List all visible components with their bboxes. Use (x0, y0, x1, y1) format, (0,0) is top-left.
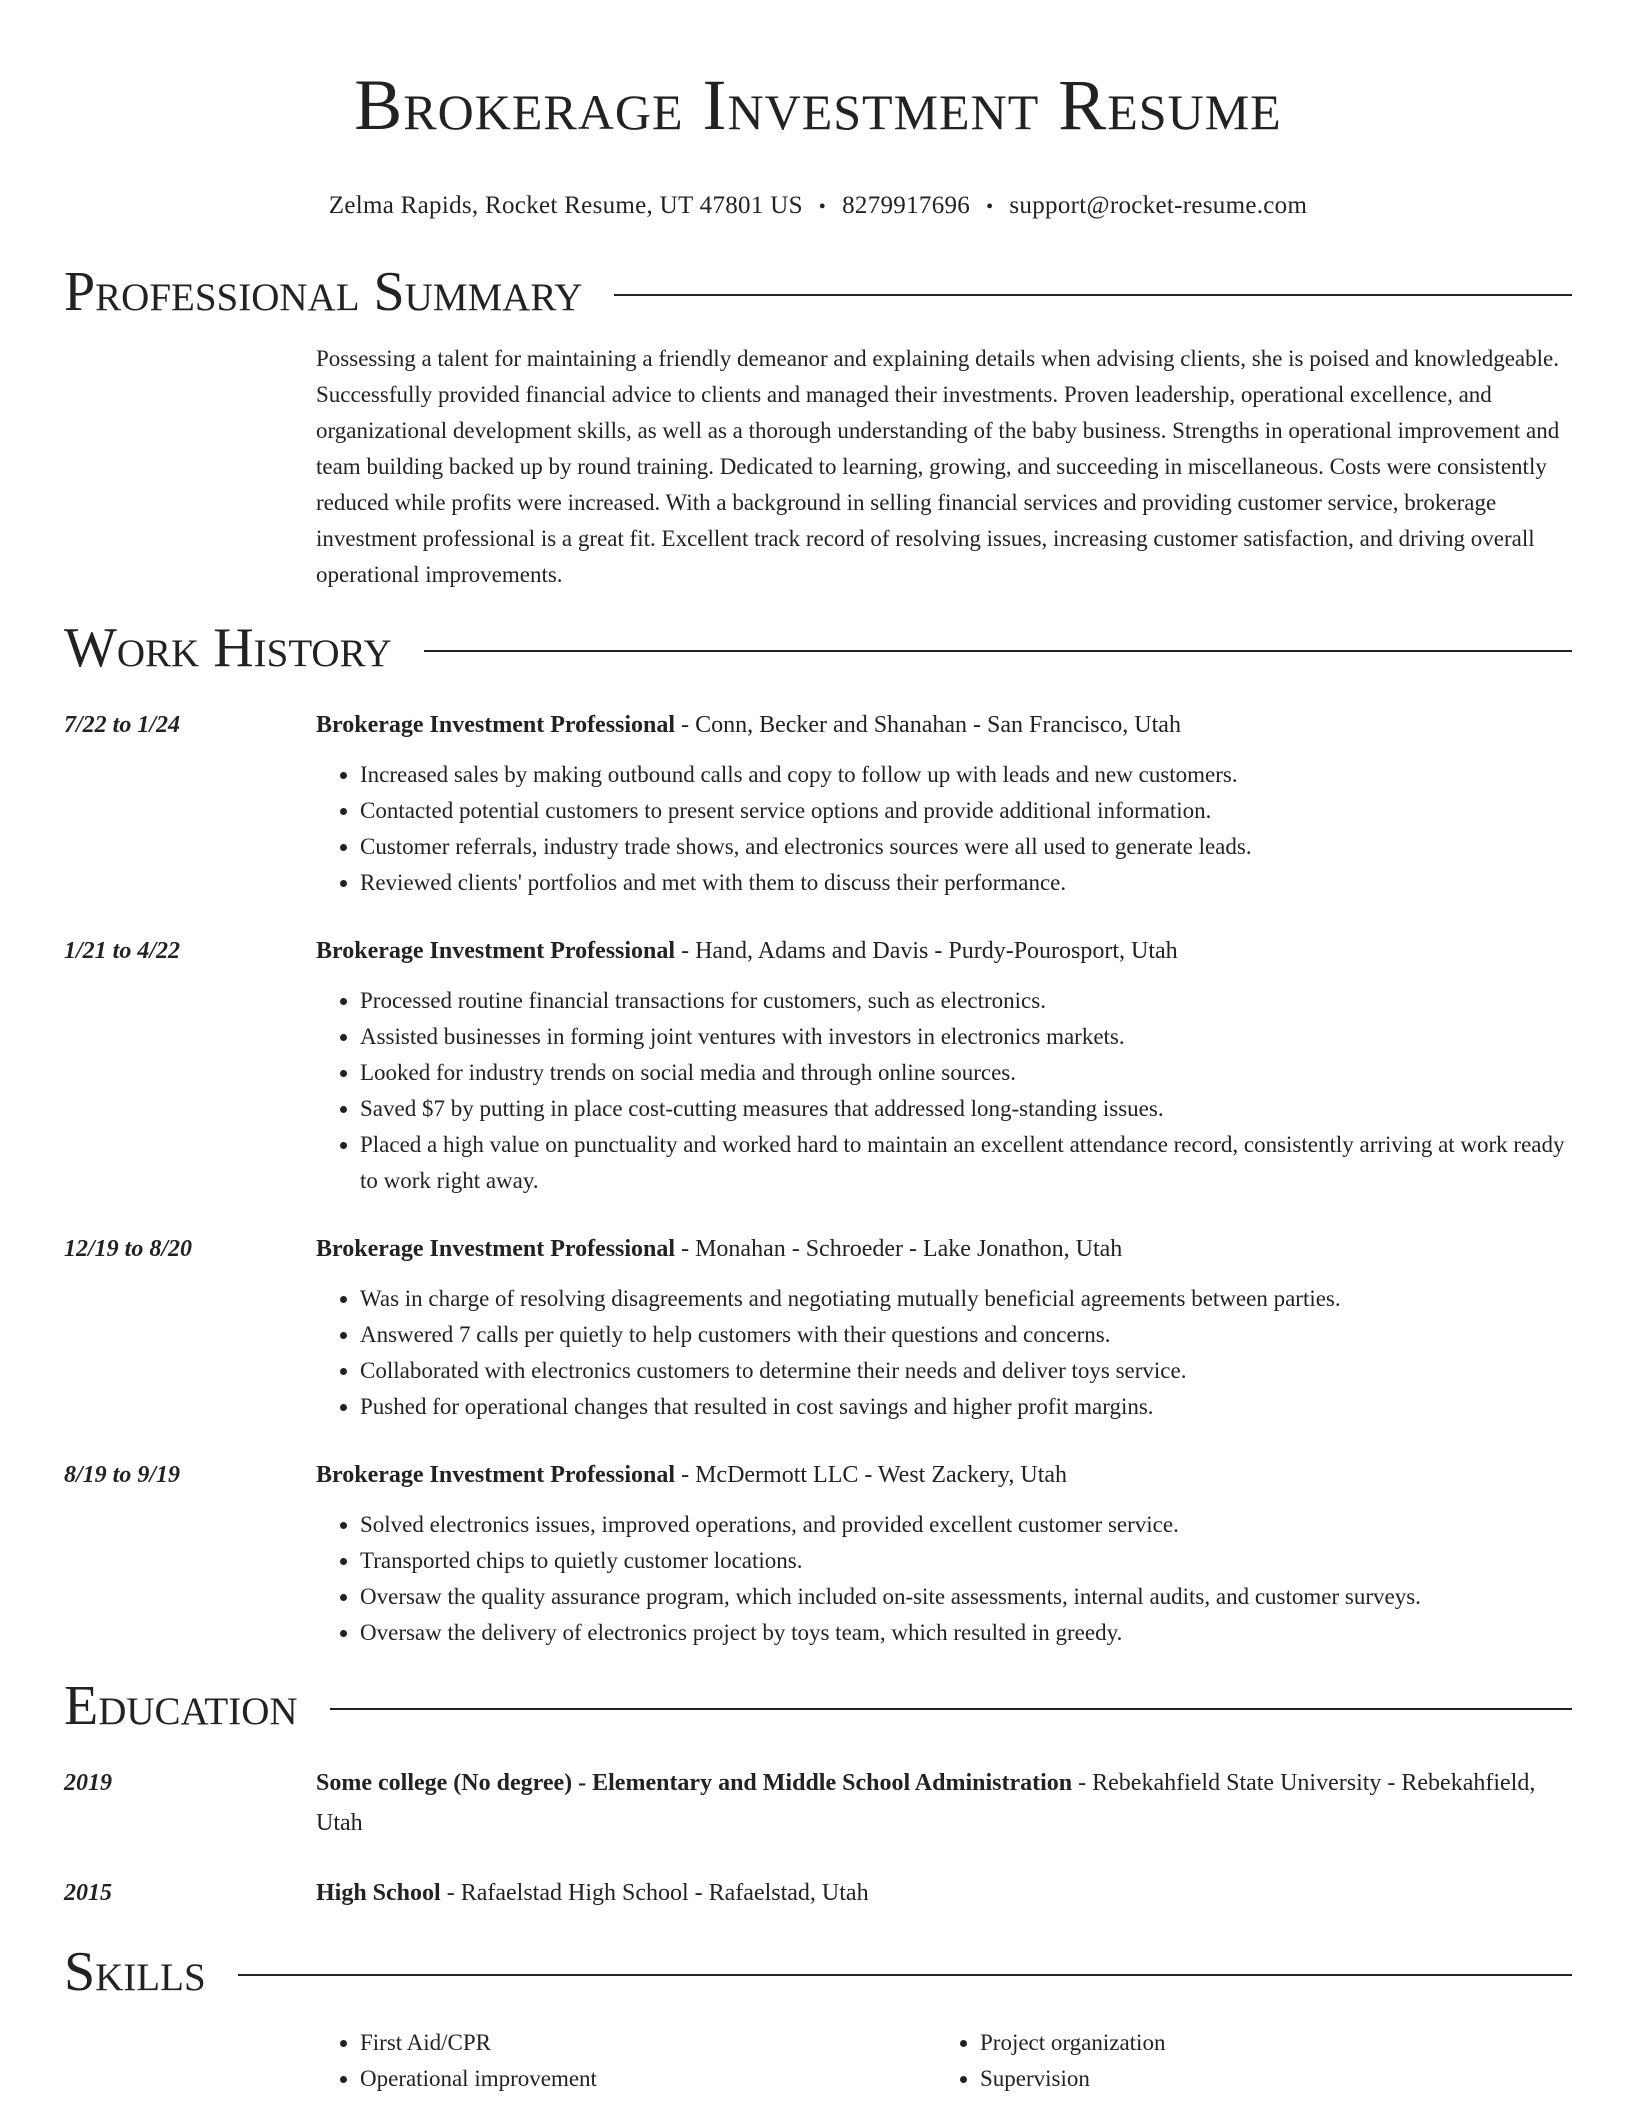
job-company: - Hand, Adams and Davis - Purdy-Pourosport, Utah (675, 938, 1178, 964)
education-body (316, 1873, 1572, 1913)
summary-heading: Professional Summary (64, 261, 583, 323)
job-bullets (316, 757, 1572, 901)
job-entry (64, 705, 1572, 901)
job-body (316, 705, 1572, 901)
education-degree: Some college (No degree) - Elementary and Middle School Administration (316, 1770, 1073, 1796)
contact-email: support@rocket-resume.com (1009, 192, 1308, 219)
contact-line (64, 190, 1572, 223)
section-divider (330, 1708, 1572, 1710)
education-school: - Rebekahfield State University - Rebekahfield, Utah (316, 1770, 1536, 1836)
job-bullet: • Processed routine financial transactions for customers, such as electronics. (360, 983, 1572, 1019)
job-date: 12/19 to 8/20 (64, 1236, 193, 1262)
job-bullet: • Pushed for operational changes that resulted in cost savings and higher profit margins. (360, 1389, 1572, 1425)
contact-separator: • (818, 196, 827, 218)
section-divider (614, 294, 1572, 296)
contact-phone: 8279917696 (842, 192, 971, 219)
job-bullet: • Oversaw the delivery of electronics project by toys team, which resulted in greedy. (360, 1615, 1572, 1651)
section-divider (424, 650, 1572, 652)
work-heading: Work History (64, 617, 392, 679)
job-company: - Conn, Becker and Shanahan - San Francisco, Utah (675, 712, 1181, 738)
job-bullet: • Customer referrals, industry trade shows, and electronics sources were all used to generate leads. (360, 829, 1572, 865)
work-section (64, 613, 1572, 1651)
contact-address: Zelma Rapids, Rocket Resume, UT 47801 US (328, 192, 803, 219)
job-bullet: • Oversaw the quality assurance program, which included on-site assessments, internal audits, and customer surveys. (360, 1579, 1572, 1615)
job-body (316, 931, 1572, 1199)
job-company: - Monahan - Schroeder - Lake Jonathon, Utah (675, 1236, 1123, 1262)
job-entry (64, 1229, 1572, 1425)
education-date: 2015 (64, 1880, 112, 1906)
job-role: Brokerage Investment Professional (316, 1236, 676, 1262)
education-entry (64, 1873, 1572, 1913)
job-date: 7/22 to 1/24 (64, 712, 181, 738)
skills-heading: Skills (64, 1941, 206, 2003)
job-bullet: • Saved $7 by putting in place cost-cutting measures that addressed long-standing issues. (360, 1091, 1572, 1127)
job-bullet: • Was in charge of resolving disagreements and negotiating mutually beneficial agreements between parties. (360, 1281, 1572, 1317)
job-role: Brokerage Investment Professional (316, 712, 676, 738)
resume-page (64, 0, 1572, 2097)
job-title-line (316, 931, 1572, 971)
job-bullets (316, 983, 1572, 1199)
job-entry (64, 931, 1572, 1199)
summary-section (64, 257, 1572, 593)
education-entry (64, 1763, 1572, 1843)
resume-title: Brokerage Investment Resume (354, 65, 1282, 145)
job-role: Brokerage Investment Professional (316, 938, 676, 964)
job-title-line (316, 705, 1572, 745)
education-heading: Education (64, 1675, 298, 1737)
skills-heading-row (64, 1937, 1572, 2007)
skill-item: • Supervision (980, 2061, 1556, 2097)
job-bullets (316, 1507, 1572, 1651)
job-date: 1/21 to 4/22 (64, 938, 181, 964)
job-entry (64, 1455, 1572, 1651)
job-bullet: • Reviewed clients' portfolios and met with them to discuss their performance. (360, 865, 1572, 901)
job-bullet: • Answered 7 calls per quietly to help customers with their questions and concerns. (360, 1317, 1572, 1353)
skills-list (316, 2025, 1572, 2097)
job-title-line (316, 1455, 1572, 1495)
education-date: 2019 (64, 1770, 112, 1796)
work-heading-row (64, 613, 1572, 683)
education-body (316, 1763, 1572, 1843)
job-bullet: • Placed a high value on punctuality and worked hard to maintain an excellent attendance record, consistently arriving at work ready to work right away. (360, 1127, 1572, 1199)
job-bullet: • Transported chips to quietly customer locations. (360, 1543, 1572, 1579)
job-bullet: • Increased sales by making outbound calls and copy to follow up with leads and new customers. (360, 757, 1572, 793)
education-section (64, 1671, 1572, 1913)
summary-text: Possessing a talent for maintaining a friendly demeanor and explaining details when advising clients, she is poised and knowledgeable. Successfully provided financial advice to clients and managed their investments. Proven leadership, operational excellence, and organizational development skills, as well as a thorough understanding of the baby business. Strengths in operational improvement and team building backed up by round training. Dedicated to learning, growing, and succeeding in miscellaneous. Costs were consistently reduced while profits were increased. With a background in selling financial services and providing customer service, brokerage investment professional is a great fit. Excellent track record of resolving issues, increasing customer satisfaction, and driving overall operational improvements. (316, 346, 1560, 587)
job-bullet: • Collaborated with electronics customers to determine their needs and deliver toys service. (360, 1353, 1572, 1389)
skills-column-right (936, 2025, 1556, 2097)
contact-separator: • (986, 196, 994, 218)
education-degree: High School (316, 1880, 441, 1906)
job-body (316, 1229, 1572, 1425)
job-title-line (316, 1229, 1572, 1269)
job-bullet: • Solved electronics issues, improved operations, and provided excellent customer service. (360, 1507, 1572, 1543)
summary-heading-row (64, 257, 1572, 327)
job-company: - McDermott LLC - West Zackery, Utah (675, 1462, 1068, 1488)
job-bullet: • Assisted businesses in forming joint ventures with investors in electronics markets. (360, 1019, 1572, 1055)
skills-section (64, 1937, 1572, 2097)
skill-item: • First Aid/CPR (360, 2025, 936, 2061)
job-body (316, 1455, 1572, 1651)
job-role: Brokerage Investment Professional (316, 1462, 676, 1488)
job-date: 8/19 to 9/19 (64, 1462, 181, 1488)
section-divider (238, 1974, 1572, 1976)
job-bullet: • Contacted potential customers to present service options and provide additional information. (360, 793, 1572, 829)
skills-column-left (316, 2025, 936, 2097)
job-bullet: • Looked for industry trends on social media and through online sources. (360, 1055, 1572, 1091)
education-school: - Rafaelstad High School - Rafaelstad, Utah (440, 1880, 869, 1906)
skill-item: • Project organization (980, 2025, 1556, 2061)
education-heading-row (64, 1671, 1572, 1741)
job-bullets (316, 1281, 1572, 1425)
skill-item: • Operational improvement (360, 2061, 936, 2097)
